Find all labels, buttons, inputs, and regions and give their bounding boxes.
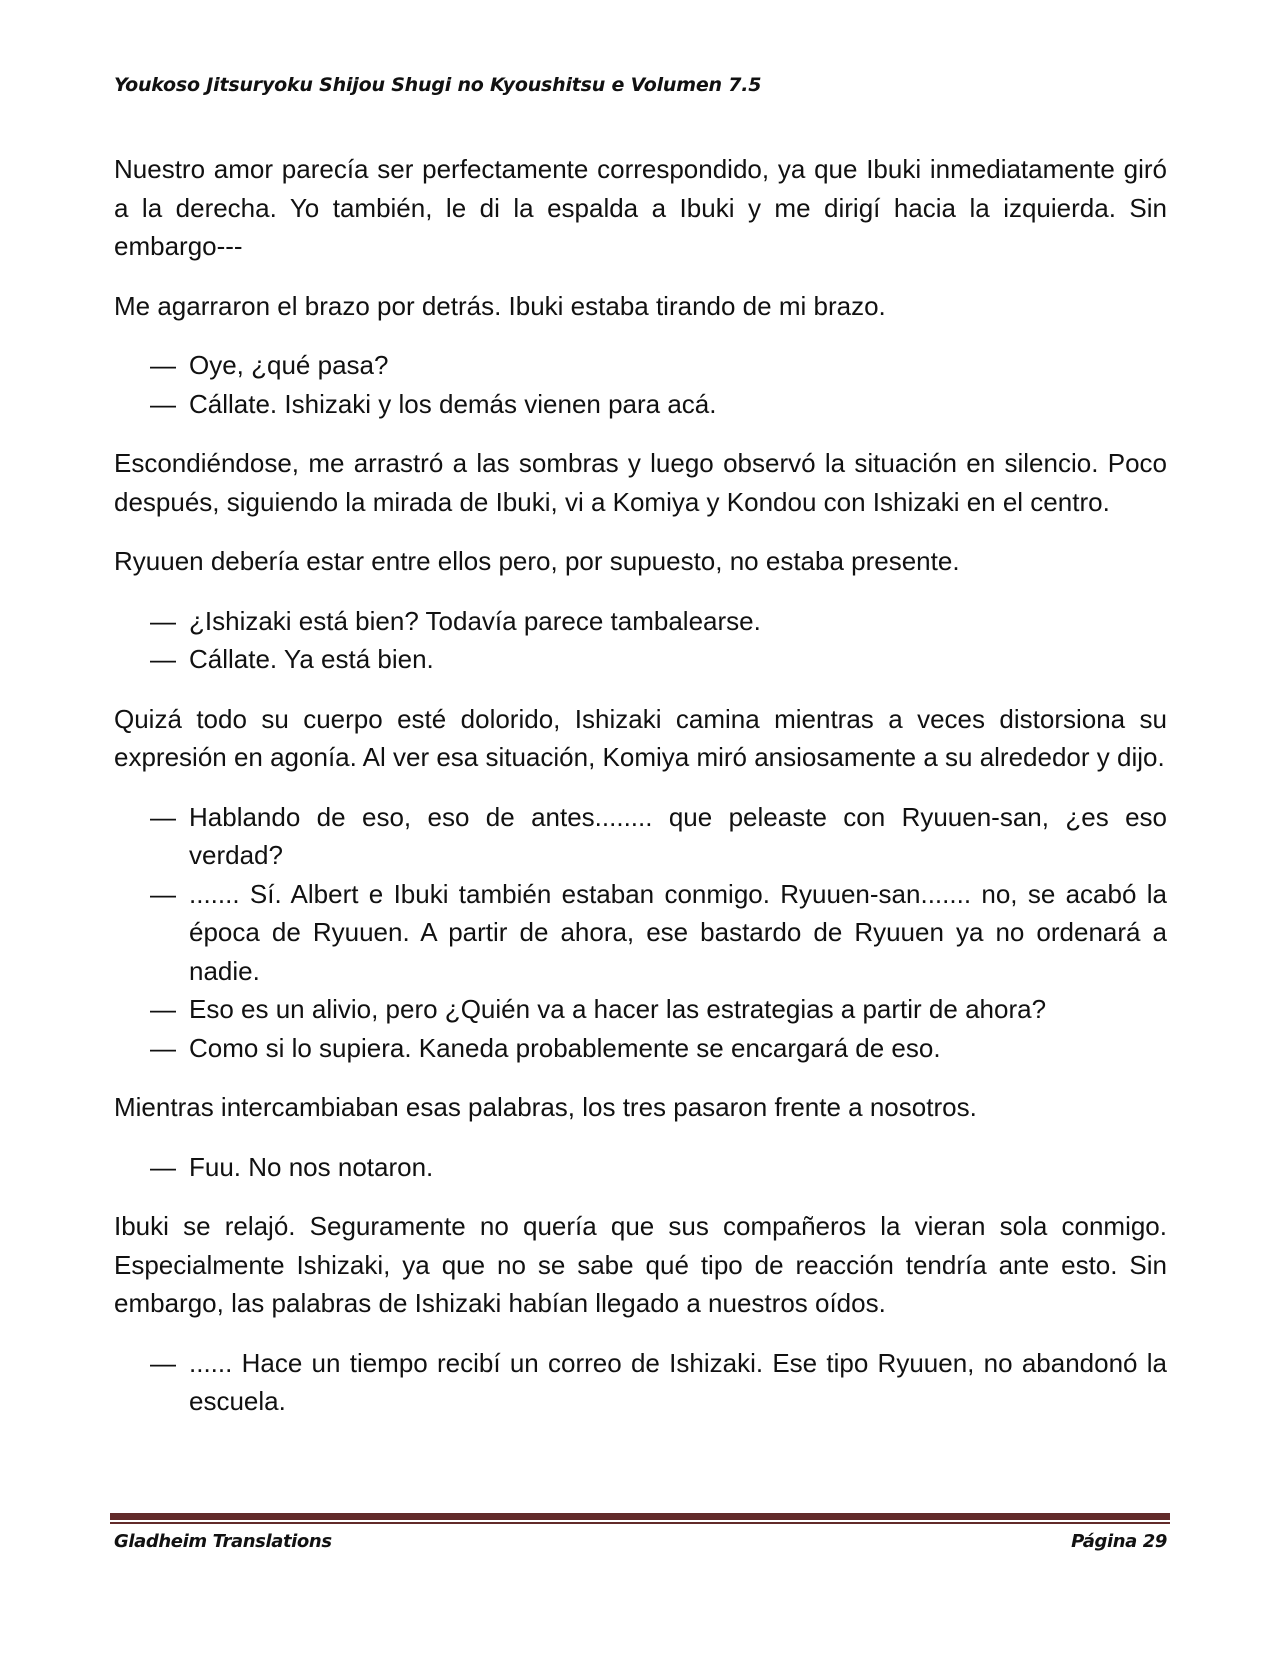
- dialog-group: [114, 798, 1167, 1068]
- em-dash: —: [150, 1151, 176, 1182]
- dialog-line: [114, 1344, 1167, 1421]
- footer-rule-thick: [110, 1513, 1170, 1520]
- paragraph: Quizá todo su cuerpo esté dolorido, Ishizaki camina mientras a veces distorsiona su expresión en agonía. Al ver esa situación, Komiya miró ansiosamente a su alrededor y dijo.: [114, 703, 1167, 772]
- em-dash: —: [150, 388, 176, 419]
- em-dash: —: [150, 605, 176, 636]
- dialog-text: Eso es un alivio, pero ¿Quién va a hacer las estrategias a partir de ahora?: [189, 994, 1047, 1024]
- dialog-line: [114, 990, 1167, 1029]
- dialog-text: ...... Hace un tiempo recibí un correo de Ishizaki. Ese tipo Ryuuen, no abandonó la escuela.: [189, 1347, 1167, 1416]
- dialog-group: [114, 602, 1167, 679]
- paragraph: Ryuuen debería estar entre ellos pero, por supuesto, no estaba presente.: [114, 546, 960, 576]
- em-dash: —: [150, 350, 176, 380]
- em-dash: —: [150, 878, 176, 909]
- em-dash: —: [150, 644, 176, 674]
- footer-rule: [110, 1513, 1170, 1525]
- dialog-group: [114, 1344, 1167, 1421]
- dialog-text: Como si lo supiera. Kaneda probablemente se encargará de eso.: [189, 1032, 941, 1063]
- paragraph: Escondiéndose, me arrastró a las sombras y luego observó la situación en silencio. Poco después, siguiendo la mirada de Ibuki, vi a Komiya y Kondou con Ishizaki en el centro.: [114, 448, 1167, 517]
- em-dash: —: [150, 994, 176, 1024]
- dialog-text: ....... Sí. Albert e Ibuki también estaban conmigo. Ryuuen-san....... no, se acabó la época de Ryuuen. A partir de ahora, ese bastardo de Ryuuen ya no ordenará a nadie.: [189, 878, 1167, 986]
- footer-translator-credit: Gladheim Translations: [114, 1531, 332, 1552]
- dialog-line: [114, 602, 1167, 641]
- dialog-text: ¿Ishizaki está bien? Todavía parece tambalearse.: [189, 605, 761, 636]
- dialog-text: Cállate. Ya está bien.: [189, 644, 434, 674]
- paragraph: Ibuki se relajó. Seguramente no quería que sus compañeros la vieran sola conmigo. Especialmente Ishizaki, ya que no se sabe qué tipo de reacción tendría ante esto. Sin embargo, las palabras de Ishizaki habían llegado a nuestros oídos.: [114, 1211, 1167, 1318]
- dialog-line: [114, 640, 1167, 679]
- page-body: [114, 150, 1167, 1442]
- em-dash: —: [150, 1032, 176, 1063]
- paragraph: Nuestro amor parecía ser perfectamente correspondido, ya que Ibuki inmediatamente giró a la derecha. Yo también, le di la espalda a Ibuki y me dirigí hacia la izquierda. Sin embargo---: [114, 154, 1167, 261]
- paragraph: Me agarraron el brazo por detrás. Ibuki estaba tirando de mi brazo.: [114, 290, 886, 321]
- dialog-line: [114, 1029, 1167, 1068]
- footer-rule-thin: [110, 1522, 1170, 1524]
- em-dash: —: [150, 801, 176, 832]
- dialog-line: [114, 385, 1167, 424]
- dialog-line: [114, 875, 1167, 991]
- dialog-text: Fuu. No nos notaron.: [189, 1151, 434, 1182]
- dialog-text: Cállate. Ishizaki y los demás vienen para acá.: [189, 388, 717, 419]
- footer-page-number: Página 29: [1071, 1531, 1167, 1552]
- running-header-title: Youkoso Jitsuryoku Shijou Shugi no Kyoushitsu e Volumen 7.5: [114, 74, 762, 96]
- em-dash: —: [150, 1347, 176, 1378]
- dialog-group: [114, 1148, 1167, 1187]
- dialog-text: Hablando de eso, eso de antes........ que peleaste con Ryuuen-san, ¿es eso verdad?: [189, 801, 1167, 870]
- dialog-line: [114, 1148, 1167, 1187]
- paragraph: Mientras intercambiaban esas palabras, los tres pasaron frente a nosotros.: [114, 1092, 977, 1122]
- dialog-text: Oye, ¿qué pasa?: [189, 350, 389, 380]
- dialog-group: [114, 346, 1167, 423]
- dialog-line: [114, 798, 1167, 875]
- dialog-line: [114, 346, 1167, 385]
